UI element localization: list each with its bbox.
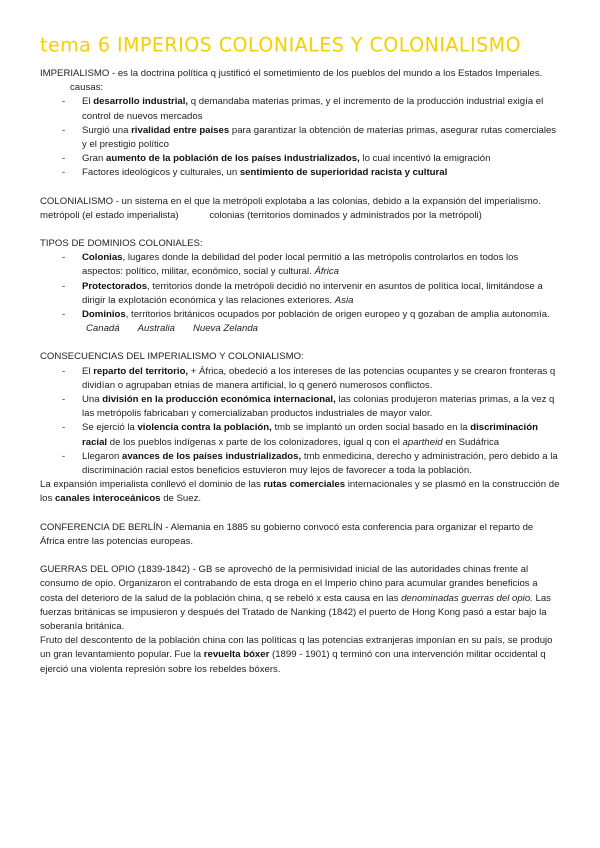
boxer-paragraph: Fruto del descontento de la población china con las políticas q las potencias extranjeras imponían en su país, se produjo un gran levantamiento popular. Fue la revuelta bóxer (1899 - 1901) q terminó con una intervención militar occidental q ejerció una violenta represión sobre los rebeldes bóxers. (40, 635, 553, 675)
list-item: - Llegaron avances de los países industrializados, tmb enmedicina, derecho y administración, pero debido a la discriminación racial estos beneficios estuvieron muy lejos de favorecer a toda la población. (82, 450, 560, 478)
consecuencias-list (40, 365, 560, 479)
opio-paragraph: GUERRAS DEL OPIO (1839-1842) - GB se aprovechó de la permisividad inicial de las autoridades chinas frente al consumo de opio. Organizaron el contrabando de esta droga en el Imperio chino para acumular grandes beneficios a costa del deterioro de la salud de la población china, q se rebeló x esta causa en las denominadas guerras del opio. Las fuerzas británicas se impusieron y después del Tratado de Nanking (1842) el puerto de Hong Kong pasó a estar bajo la soberanía británica. (40, 564, 551, 632)
list-item: - Surgió una rivalidad entre países para garantizar la obtención de materias primas, asegurar rutas comerciales y el prestigio político (82, 124, 560, 152)
imperialismo-definition: IMPERIALISMO - es la doctrina política q justificó el sometimiento de los pueblos del mundo a los Estados Imperiales. (40, 68, 543, 79)
metropoli-label: metrópoli (el estado imperialista) (40, 209, 179, 221)
tipos-list (40, 251, 560, 336)
list-item: - Se ejerció la violencia contra la población, tmb se implantó un orden social basado en la discriminación racial de los pueblos indígenas x parte de los colonizadores, igual q con el apartheid en Sudáfrica (82, 421, 560, 449)
list-item: - Protectorados, territorios donde la metrópoli decidió no intervenir en asuntos de política local, limitándose a dirigir la explotación económica y las relaciones exteriores. Asia (82, 280, 560, 308)
tipos-heading: TIPOS DE DOMINIOS COLONIALES: (40, 238, 203, 250)
berlin-paragraph: CONFERENCIA DE BERLÍN - Alemania en 1885 su gobierno convocó esta conferencia para organizar el reparto de África entre las potencias europeas. (40, 521, 534, 547)
list-item: - Dominios, territorios británicos ocupados por población de origen europeo y q gozaban de amplia autonomía. Canadá Australia Nueva Zelanda (82, 308, 560, 336)
page-title: tema 6 IMPERIOS COLONIALES Y COLONIALISMO (40, 33, 522, 57)
list-item: - El desarrollo industrial, q demandaba materias primas, y el incremento de la producción industrial exigía el control de nuevos mercados (82, 95, 560, 123)
consecuencias-summary: La expansión imperialista conllevó el dominio de las rutas comerciales internacionales y se plasmó en la construcción de los canales interoceánicos de Suez. (40, 479, 560, 505)
list-item: - Una división en la producción económica internacional, las colonias produjeron materias primas, a la vez q las metrópolis fabricaban y comercializaban productos industriales de mayor valor. (82, 393, 560, 421)
consecuencias-heading: CONSECUENCIAS DEL IMPERIALISMO Y COLONIALISMO: (40, 351, 304, 363)
colonialismo-definition: COLONIALISMO - un sistema en el que la metrópoli explotaba a las colonias, debido a la expansión del imperialismo. (40, 195, 541, 207)
list-item: - El reparto del territorio, + África, obedeció a los intereses de las potencias ocupantes y se crearon fronteras q dividían o agrupaban etnias de manera artificial, lo q generó numerosos conflictos. (82, 365, 560, 393)
colonialismo-roles (40, 209, 560, 223)
document-body (40, 67, 560, 677)
list-item: - Factores ideológicos y culturales, un sentimiento de superioridad racista y cultural (82, 166, 560, 180)
list-item: - Colonias, lugares donde la debilidad del poder local permitió a las metrópolis controlarlos en todos los aspectos: político, militar, económico, social y cultural. África (82, 251, 560, 279)
causas-label: causas: (70, 82, 104, 94)
causas-list (40, 95, 560, 180)
list-item: - Gran aumento de la población de los países industrializados, lo cual incentivó la emigración (82, 152, 560, 166)
colonias-label: colonias (territorios dominados y administrados por la metrópoli) (209, 209, 482, 221)
